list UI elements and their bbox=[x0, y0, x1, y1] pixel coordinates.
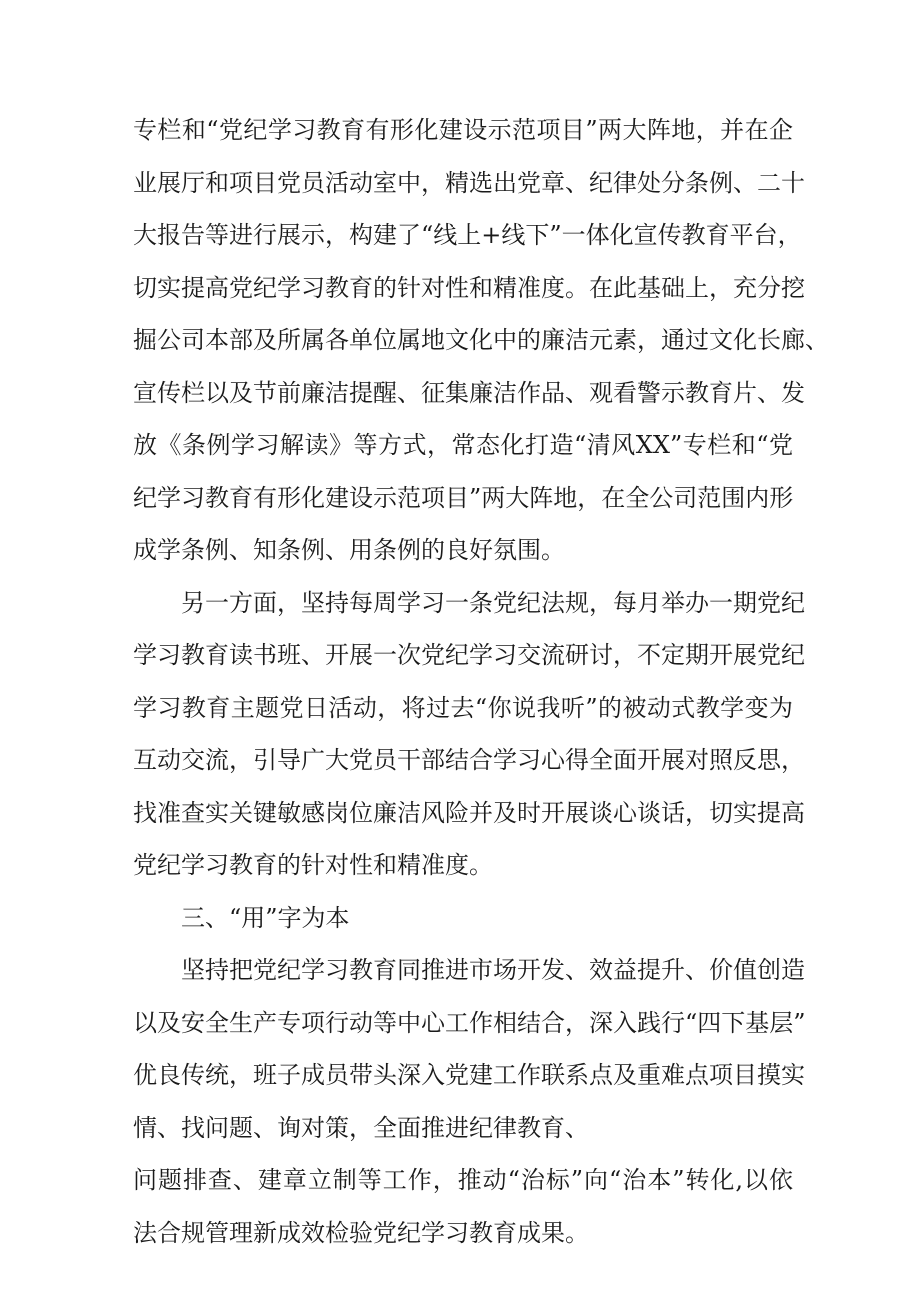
paragraph-line: 党纪学习教育的针对性和精准度。 bbox=[133, 851, 493, 879]
paragraph-line: 以及安全生产专项行动等中心工作相结合，深入践行“四下基层” bbox=[133, 1008, 806, 1037]
paragraph-1 bbox=[133, 104, 829, 577]
paragraph-line: 业展厅和项目党员活动室中，精选出党章、纪律处分条例、二十 bbox=[133, 168, 805, 197]
paragraph-3 bbox=[133, 944, 806, 1259]
paragraph-line: 切实提高党纪学习教育的针对性和精准度。在此基础上，充分挖 bbox=[133, 273, 805, 302]
paragraph-line: 学习教育读书班、开展一次党纪学习交流研讨，不定期开展党纪 bbox=[133, 641, 805, 669]
paragraph-line: 大报告等进行展示，构建了“线上+线下”一体化宣传教育平台， bbox=[133, 221, 802, 249]
paragraph-line: 法合规管理新成效检验党纪学习教育成果。 bbox=[133, 1218, 589, 1247]
paragraph-line: 情、找问题、询对策，全面推进纪律教育、 bbox=[133, 1113, 589, 1142]
document-body bbox=[133, 104, 829, 1259]
paragraph-line: 坚持把党纪学习教育同推进市场开发、效益提升、价值创造 bbox=[181, 956, 805, 984]
paragraph-line: 放《条例学习解读》等方式，常态化打造“清风XX”专栏和“党 bbox=[133, 431, 793, 459]
paragraph-line: 互动交流，引导广大党员干部结合学习心得全面开展对照反思， bbox=[133, 746, 805, 774]
paragraph-line: 另一方面，坚持每周学习一条党纪法规，每月举办一期党纪 bbox=[181, 588, 805, 617]
paragraph-2 bbox=[133, 577, 805, 892]
paragraph-line: 问题排查、建章立制等工作，推动“治标”向“治本”转化,以依 bbox=[133, 1166, 793, 1194]
section-heading: 三、“用”字为本 bbox=[181, 903, 350, 932]
paragraph-line: 找准查实关键敏感岗位廉洁风险并及时开展谈心谈话，切实提高 bbox=[133, 798, 805, 827]
paragraph-line: 成学条例、知条例、用条例的良好氛围。 bbox=[133, 536, 565, 564]
paragraph-line: 优良传统，班子成员带头深入党建工作联系点及重难点项目摸实 bbox=[133, 1061, 805, 1089]
paragraph-line: 专栏和“党纪学习教育有形化建设示范项目”两大阵地，并在企 bbox=[133, 116, 793, 144]
paragraph-line: 宣传栏以及节前廉洁提醒、征集廉洁作品、观看警示教育片、发 bbox=[133, 378, 805, 407]
paragraph-line: 纪学习教育有形化建设示范项目”两大阵地，在全公司范围内形 bbox=[133, 483, 794, 512]
paragraph-line: 掘公司本部及所属各单位属地文化中的廉洁元素，通过文化长廊、 bbox=[133, 326, 829, 354]
paragraph-line: 学习教育主题党日活动，将过去“你说我听”的被动式教学变为 bbox=[133, 693, 793, 722]
